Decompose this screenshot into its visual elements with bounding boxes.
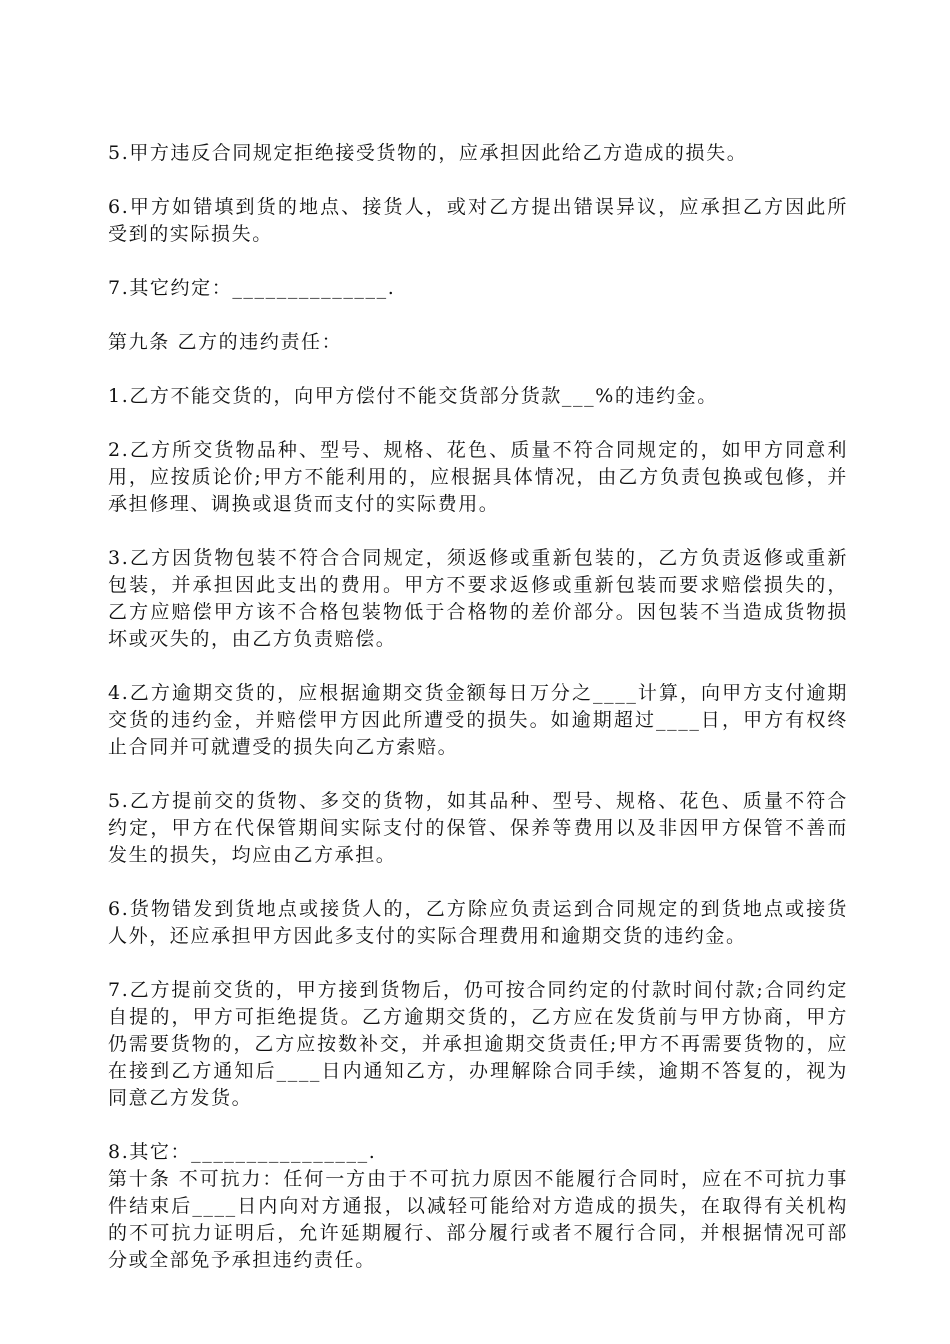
paragraph-clause-7-party-a: 7.其它约定：______________. — [108, 277, 396, 299]
document-body — [108, 140, 848, 1301]
paragraph-clause-3-party-b: 3.乙方因货物包装不符合合同规定，须返修或重新包装的，乙方负责返修或重新包装，并承担因此支出的费用。甲方不要求返修或重新包装而要求赔偿损失的，乙方应赔偿甲方该不合格包装物低于合格物的差价部分。因包装不当造成货物损坏或灭失的，由乙方负责赔偿。 — [108, 547, 848, 650]
section-heading-article-9: 第九条 乙方的违约责任： — [108, 331, 343, 353]
paragraph-clause-2-party-b: 2.乙方所交货物品种、型号、规格、花色、质量不符合同规定的，如甲方同意利用，应按质论价;甲方不能利用的，应根据具体情况，由乙方负责包换或包修，并承担修理、调换或退货而支付的实际费用。 — [108, 439, 848, 515]
paragraph-clause-1-party-b: 1.乙方不能交货的，向甲方偿付不能交货部分货款___%的违约金。 — [108, 385, 718, 407]
paragraph-clause-5-party-b: 5.乙方提前交的货物、多交的货物，如其品种、型号、规格、花色、质量不符合约定，甲方在代保管期间实际支付的保管、保养等费用以及非因甲方保管不善而发生的损失，均应由乙方承担。 — [108, 790, 848, 866]
paragraph-clause-6-party-b: 6.货物错发到货地点或接货人的，乙方除应负责运到合同规定的到货地点或接货人外，还应承担甲方因此多支付的实际合理费用和逾期交货的违约金。 — [108, 898, 848, 947]
paragraph-clause-4-party-b: 4.乙方逾期交货的，应根据逾期交货金额每日万分之____计算，向甲方支付逾期交货的违约金，并赔偿甲方因此所遭受的损失。如逾期超过____日，甲方有权终止合同并可就遭受的损失向乙方索赔。 — [108, 682, 848, 758]
paragraph-clause-7-party-b: 7.乙方提前交货的，甲方接到货物后，仍可按合同约定的付款时间付款;合同约定自提的，甲方可拒绝提货。乙方逾期交货的，乙方应在发货前与甲方协商，甲方仍需要货物的，乙方应按数补交，并承担逾期交货责任;甲方不再需要货物的，应在接到乙方通知后____日内通知乙方，办理解除合同手续，逾期不答复的，视为同意乙方发货。 — [108, 979, 848, 1109]
paragraph-clause-5-party-a: 5.甲方违反合同规定拒绝接受货物的，应承担因此给乙方造成的损失。 — [108, 142, 748, 164]
paragraph-article-10-force-majeure: 第十条 不可抗力：任何一方由于不可抗力原因不能履行合同时，应在不可抗力事件结束后____日内向对方通报，以减轻可能给对方造成的损失，在取得有关机构的不可抗力证明后，允许延期履行、部分履行或者不履行合同，并根据情况可部分或全部免予承担违约责任。 — [108, 1168, 848, 1271]
paragraph-clause-6-party-a: 6.甲方如错填到货的地点、接货人，或对乙方提出错误异议，应承担乙方因此所受到的实际损失。 — [108, 196, 848, 245]
paragraph-clause-8-party-b: 8.其它：________________. — [108, 1141, 377, 1163]
